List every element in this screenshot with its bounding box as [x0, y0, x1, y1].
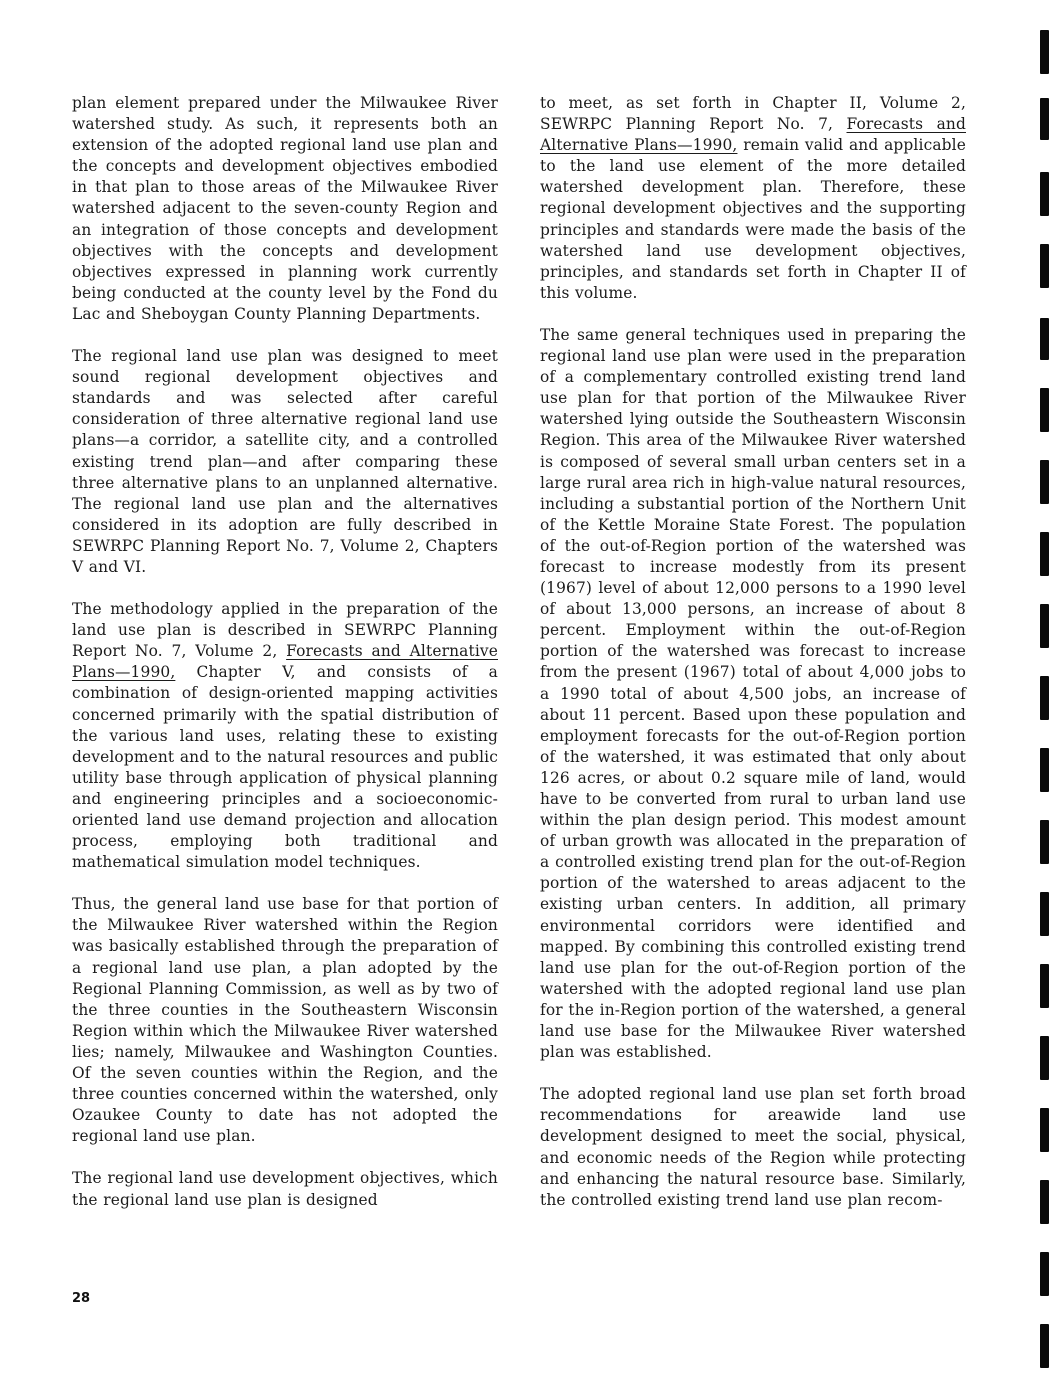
right-column — [540, 93, 966, 1211]
edge-mark — [1040, 748, 1049, 792]
edge-mark — [1040, 676, 1049, 720]
right-paragraph-2: The same general techniques used in preparing the regional land use plan were used in the preparation of a complementary controlled existing trend land use plan for that portion of the Milwaukee River watershed lying outside the Southeastern Wisconsin Region. This area of the Milwaukee River watershed is composed of several small urban centers set in a large rural area rich in high-value natural resources, including a substantial portion of the Northern Unit of the Kettle Moraine State Forest. The population of the out-of-Region portion of the watershed was forecast to increase modestly from its present (1967) level of about 12,000 persons to a 1990 level of about 13,000 persons, an increase of about 8 percent. Employment within the out-of-Region portion of the watershed was forecast to increase from the present (1967) total of about 4,000 jobs to a 1990 total of about 4,500 jobs, an increase of about 11 percent. Based upon these population and employment forecasts for the out-of-Region portion of the watershed, it was estimated that only about 126 acres, or about 0.2 square mile of land, would have to be converted from rural to urban land use within the plan design period. This modest amount of urban growth was allocated in the preparation of a controlled existing trend plan for the out-of-Region portion of the watershed to areas adjacent to the existing urban centers. In addition, all primary environmental corridors were identified and mapped. By combining this controlled existing trend land use plan for the out-of-Region portion of the watershed with the adopted regional land use plan for the in-Region portion of the watershed, a general land use base for the Milwaukee River watershed plan was established. — [540, 325, 966, 1062]
report-title-underlined: Forecasts and Alternative Plans—1990, — [540, 115, 966, 155]
left-paragraph-4: Thus, the general land use base for that portion of the Milwaukee River watershed within the Region was basically established through the preparation of a regional land use plan, a plan adopted by the Regional Planning Commission, as well as by two of the three counties in the Southeastern Wisconsin Region within which the Milwaukee River watershed lies; namely, Milwaukee and Washington Counties. Of the seven counties within the Region, and the three counties concerned within the watershed, only Ozaukee County to date has not adopted the regional land use plan. — [72, 895, 498, 1146]
left-paragraph-2: The regional land use plan was designed to meet sound regional development objectives and standards and was selected after careful consideration of three alternative regional land use plans—a corridor, a satellite city, and a controlled existing trend plan—and after comparing these three alternative plans to an unplanned alternative. The regional land use plan and the alternatives considered in its adoption are fully described in SEWRPC Planning Report No. 7, Volume 2, Chapters V and VI. — [72, 347, 498, 576]
edge-mark — [1040, 244, 1049, 288]
edge-mark — [1040, 388, 1049, 432]
left-column — [72, 93, 498, 1211]
methodology-text-end: Chapter V, and consists of a combination of design-oriented mapping activities concerned primarily with the spatial distribution of the various land uses, relating these to existing development and to the natural resources and public utility base through application of physical planning and engineering principles and a socioeconomic-oriented land use demand projection and allocation process, employing both traditional and mathematical simulation model techniques. — [72, 663, 498, 872]
edge-mark — [1040, 1108, 1049, 1152]
methodology-text-start: The methodology applied in the preparation of the land use plan is described in SEWRPC Planning Report No. 7, Volume 2, — [72, 600, 498, 661]
edge-mark — [1040, 892, 1049, 936]
edge-mark — [1040, 1180, 1049, 1224]
edge-mark — [1040, 532, 1049, 576]
left-paragraph-3 — [72, 599, 498, 873]
page-number: 28 — [72, 1291, 91, 1306]
right-paragraph-3: The adopted regional land use plan set forth broad recommendations for areawide land use development designed to meet the social, physical, and economic needs of the Region while protecting and enhancing the natural resource base. Similarly, the controlled existing trend land use plan recom- — [540, 1085, 966, 1209]
edge-mark — [1040, 172, 1049, 216]
edge-mark — [1040, 604, 1049, 648]
report-title-underlined: Forecasts and Alternative Plans—1990, — [72, 642, 498, 682]
objectives-text-end: remain valid and applicable to the land use element of the more detailed watershed development plan. Therefore, these regional development objectives and the supporting principles and standards were made the basis of the watershed land use development objectives, principles, and standards set forth in Chapter II of this volume. — [540, 136, 966, 302]
right-paragraph-1 — [540, 93, 966, 304]
edge-mark — [1040, 460, 1049, 504]
objectives-text-start: to meet, as set forth in Chapter II, Volume 2, SEWRPC Planning Report No. 7, — [540, 94, 966, 134]
edge-mark — [1040, 30, 1049, 74]
edge-mark — [1040, 820, 1049, 864]
left-paragraph-1: plan element prepared under the Milwaukee River watershed study. As such, it represents both an extension of the adopted regional land use plan and the concepts and development objectives embodied in that plan to those areas of the Milwaukee River watershed adjacent to the seven-county Region and an integration of those concepts and development objectives with the concepts and development objectives expressed in planning work currently being conducted at the county level by the Fond du Lac and Sheboygan County Planning Departments. — [72, 94, 498, 323]
edge-mark — [1040, 1252, 1049, 1296]
edge-mark — [1040, 318, 1049, 360]
left-paragraph-5: The regional land use development objectives, which the regional land use plan is designed — [72, 1169, 498, 1209]
scan-edge-marks — [1036, 0, 1056, 1380]
edge-mark — [1040, 98, 1049, 140]
edge-mark — [1040, 1324, 1049, 1368]
edge-mark — [1040, 1036, 1049, 1080]
edge-mark — [1040, 964, 1049, 1008]
